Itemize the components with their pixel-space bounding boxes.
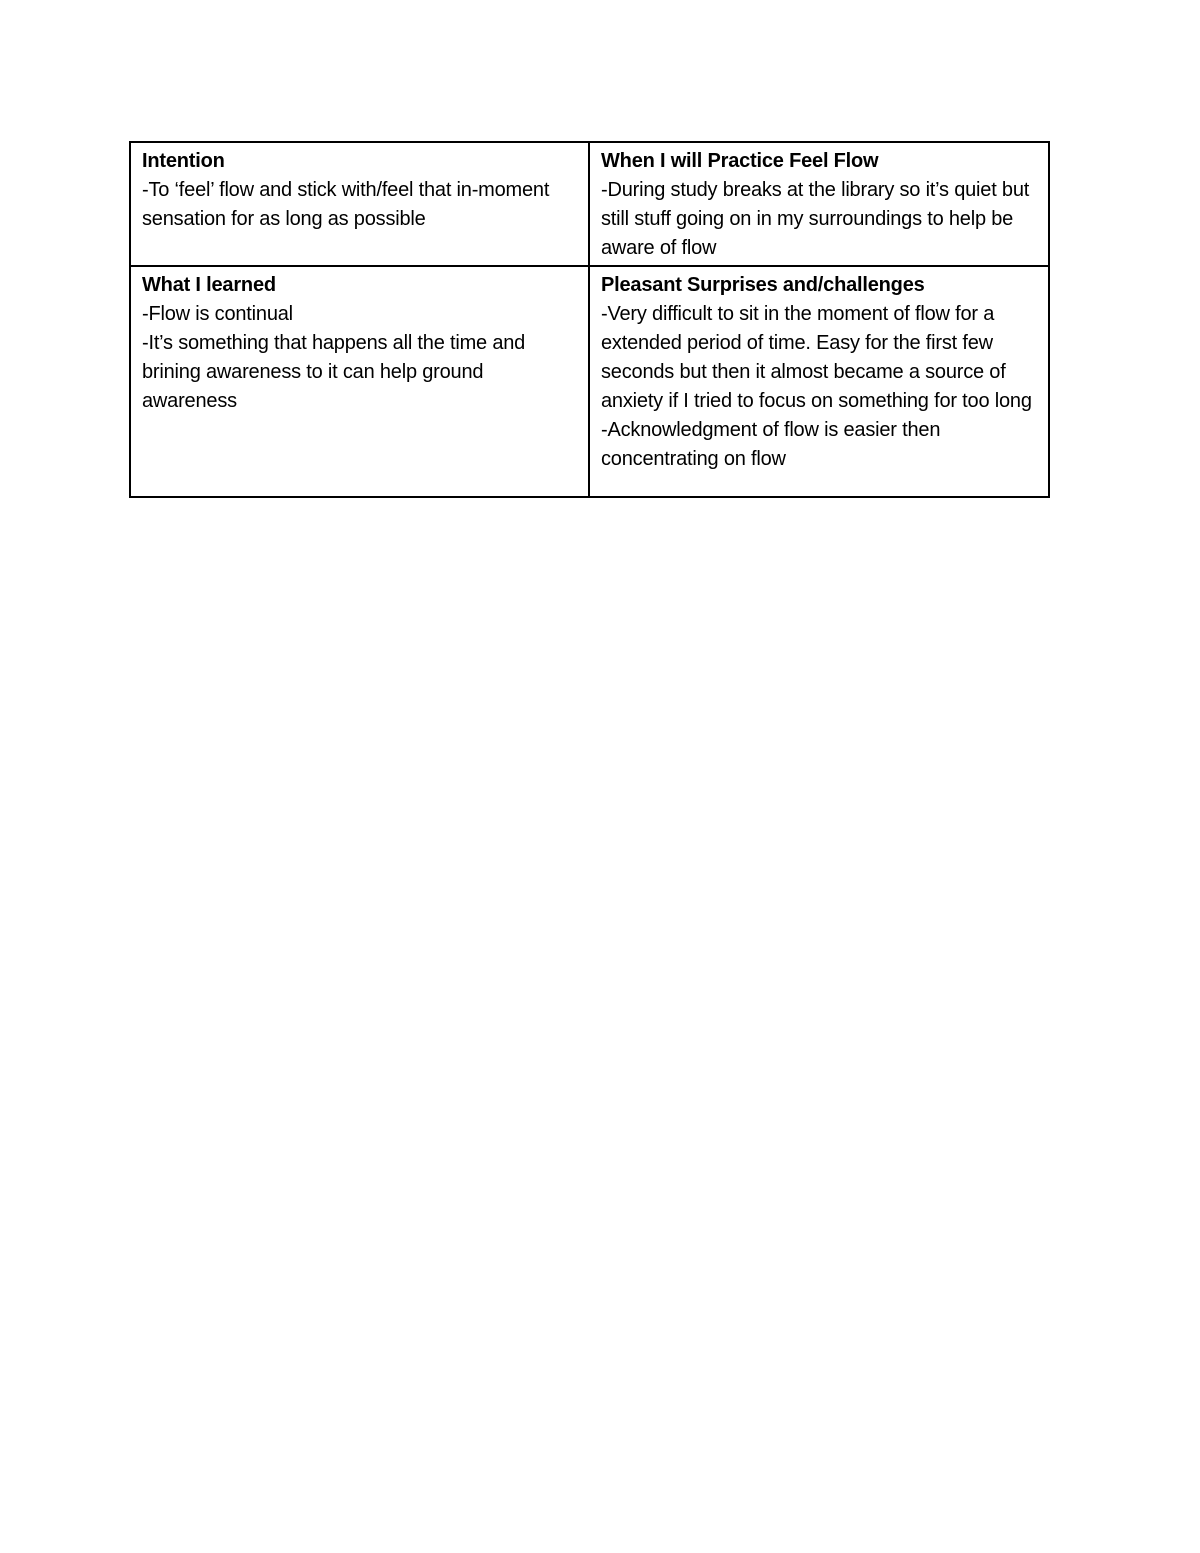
cell-heading: Intention xyxy=(142,150,225,172)
cell-heading: What I learned xyxy=(142,274,276,296)
table-row xyxy=(130,142,1049,266)
cell-text: -Flow is continual xyxy=(142,303,293,325)
cell-heading: Pleasant Surprises and/challenges xyxy=(601,274,925,296)
learned-cell xyxy=(130,266,589,497)
cell-text: -Very difficult to sit in the moment of flow for a extended period of time. Easy for the first few seconds but then it almost became a source of anxiety if I tried to focus on something for too long xyxy=(601,303,1032,412)
surprises-cell xyxy=(589,266,1049,497)
intention-cell xyxy=(130,142,589,266)
table-row xyxy=(130,266,1049,497)
cell-text: -It’s something that happens all the time and brining awareness to it can help ground awareness xyxy=(142,332,526,412)
reflection-table xyxy=(129,141,1050,498)
cell-text: -During study breaks at the library so it’s quiet but still stuff going on in my surroundings to help be aware of flow xyxy=(601,179,1030,259)
cell-heading: When I will Practice Feel Flow xyxy=(601,150,879,172)
cell-text: -To ‘feel’ flow and stick with/feel that in-moment sensation for as long as possible xyxy=(142,179,550,230)
cell-text: -Acknowledgment of flow is easier then concentrating on flow xyxy=(601,419,941,470)
practice-time-cell xyxy=(589,142,1049,266)
